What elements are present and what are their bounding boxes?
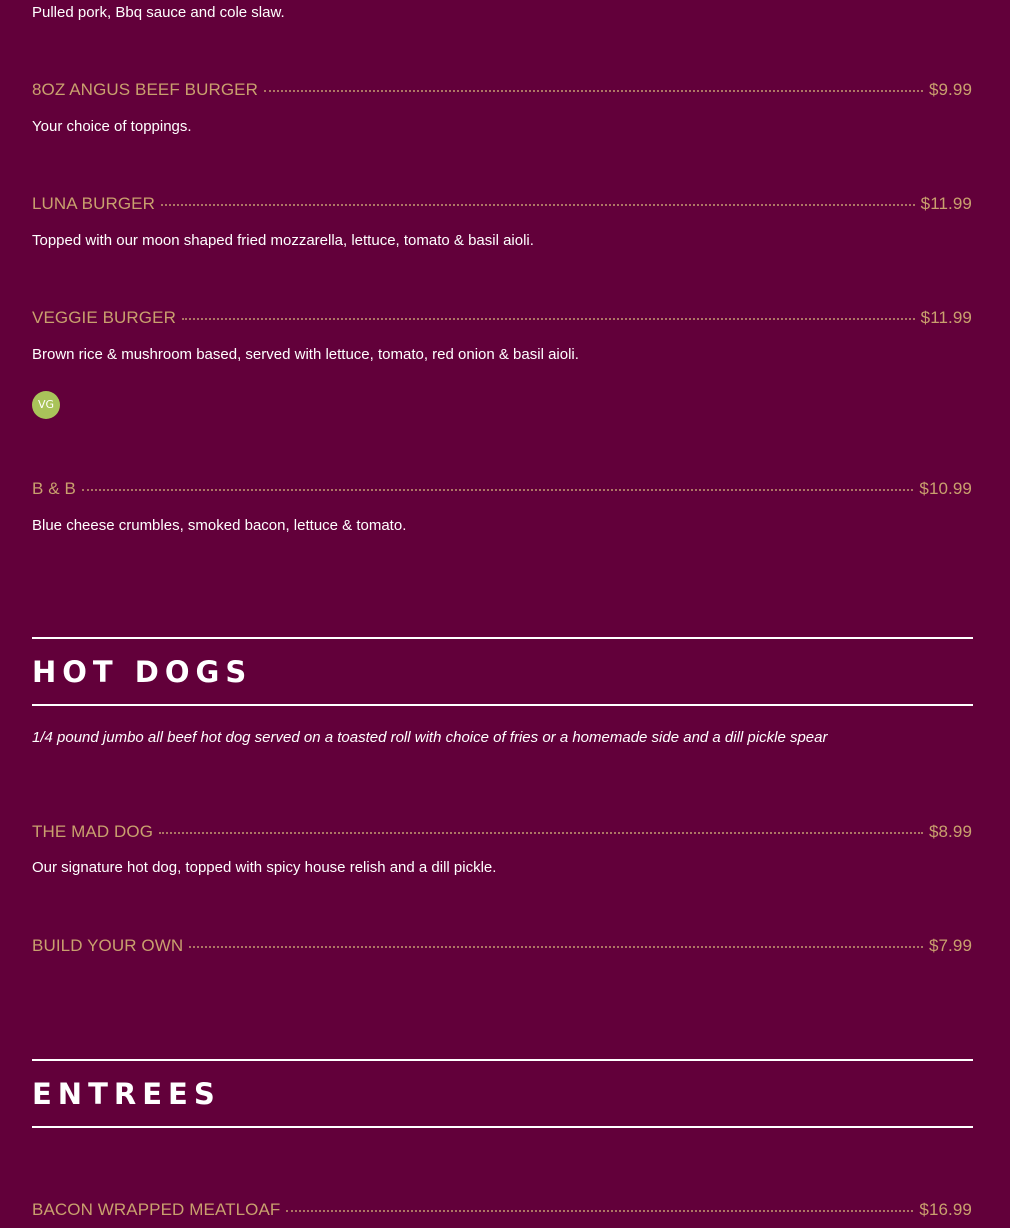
section-title-hot-dogs: HOT DOGS bbox=[32, 655, 253, 689]
item-price: $7.99 bbox=[928, 936, 972, 955]
section-divider-bottom bbox=[32, 1126, 973, 1128]
dotted-leader bbox=[182, 317, 915, 320]
section-divider-top bbox=[32, 637, 973, 639]
section-divider-bottom bbox=[32, 704, 973, 706]
vegan-badge-icon: VG bbox=[32, 391, 60, 419]
item-description: Our signature hot dog, topped with spicy house relish and a dill pickle. bbox=[32, 859, 497, 876]
menu-item-bacon-meatloaf bbox=[32, 1198, 972, 1222]
section-divider-top bbox=[32, 1059, 973, 1061]
item-name: BACON WRAPPED MEATLOAF bbox=[32, 1200, 281, 1219]
menu-item-veggie-burger bbox=[32, 306, 972, 330]
item-name: VEGGIE BURGER bbox=[32, 308, 176, 327]
item-price: $11.99 bbox=[920, 194, 972, 213]
item-price: $10.99 bbox=[919, 479, 972, 498]
item-name: BUILD YOUR OWN bbox=[32, 936, 184, 955]
section-subtitle: 1/4 pound jumbo all beef hot dog served on a toasted roll with choice of fries or a homemade side and a dill pickle spear bbox=[32, 729, 828, 746]
dotted-leader bbox=[264, 89, 923, 92]
section-title-entrees: ENTREES bbox=[32, 1077, 221, 1111]
dotted-leader bbox=[286, 1209, 913, 1212]
item-description: Your choice of toppings. bbox=[32, 118, 192, 135]
dotted-leader bbox=[159, 831, 923, 834]
item-price: $11.99 bbox=[920, 308, 972, 327]
menu-item-build-your-own bbox=[32, 934, 972, 958]
item-price: $9.99 bbox=[928, 80, 972, 99]
menu-item-b-and-b bbox=[32, 477, 972, 501]
dotted-leader bbox=[189, 945, 923, 948]
menu-item-luna-burger bbox=[32, 192, 972, 216]
item-name: THE MAD DOG bbox=[32, 822, 154, 841]
item-description: Topped with our moon shaped fried mozzarella, lettuce, tomato & basil aioli. bbox=[32, 232, 534, 249]
menu-item-angus-burger bbox=[32, 78, 972, 102]
item-price: $16.99 bbox=[919, 1200, 972, 1219]
item-name: 8OZ ANGUS BEEF BURGER bbox=[32, 80, 258, 99]
item-price: $8.99 bbox=[928, 822, 972, 841]
dotted-leader bbox=[161, 203, 915, 206]
item-name: LUNA BURGER bbox=[32, 194, 155, 213]
dotted-leader bbox=[82, 488, 913, 491]
item-name: B & B bbox=[32, 479, 76, 498]
item-description: Blue cheese crumbles, smoked bacon, lettuce & tomato. bbox=[32, 517, 407, 534]
item-description: Brown rice & mushroom based, served with lettuce, tomato, red onion & basil aioli. bbox=[32, 346, 579, 363]
item-description: Pulled pork, Bbq sauce and cole slaw. bbox=[32, 4, 285, 21]
menu-item-mad-dog bbox=[32, 820, 972, 844]
